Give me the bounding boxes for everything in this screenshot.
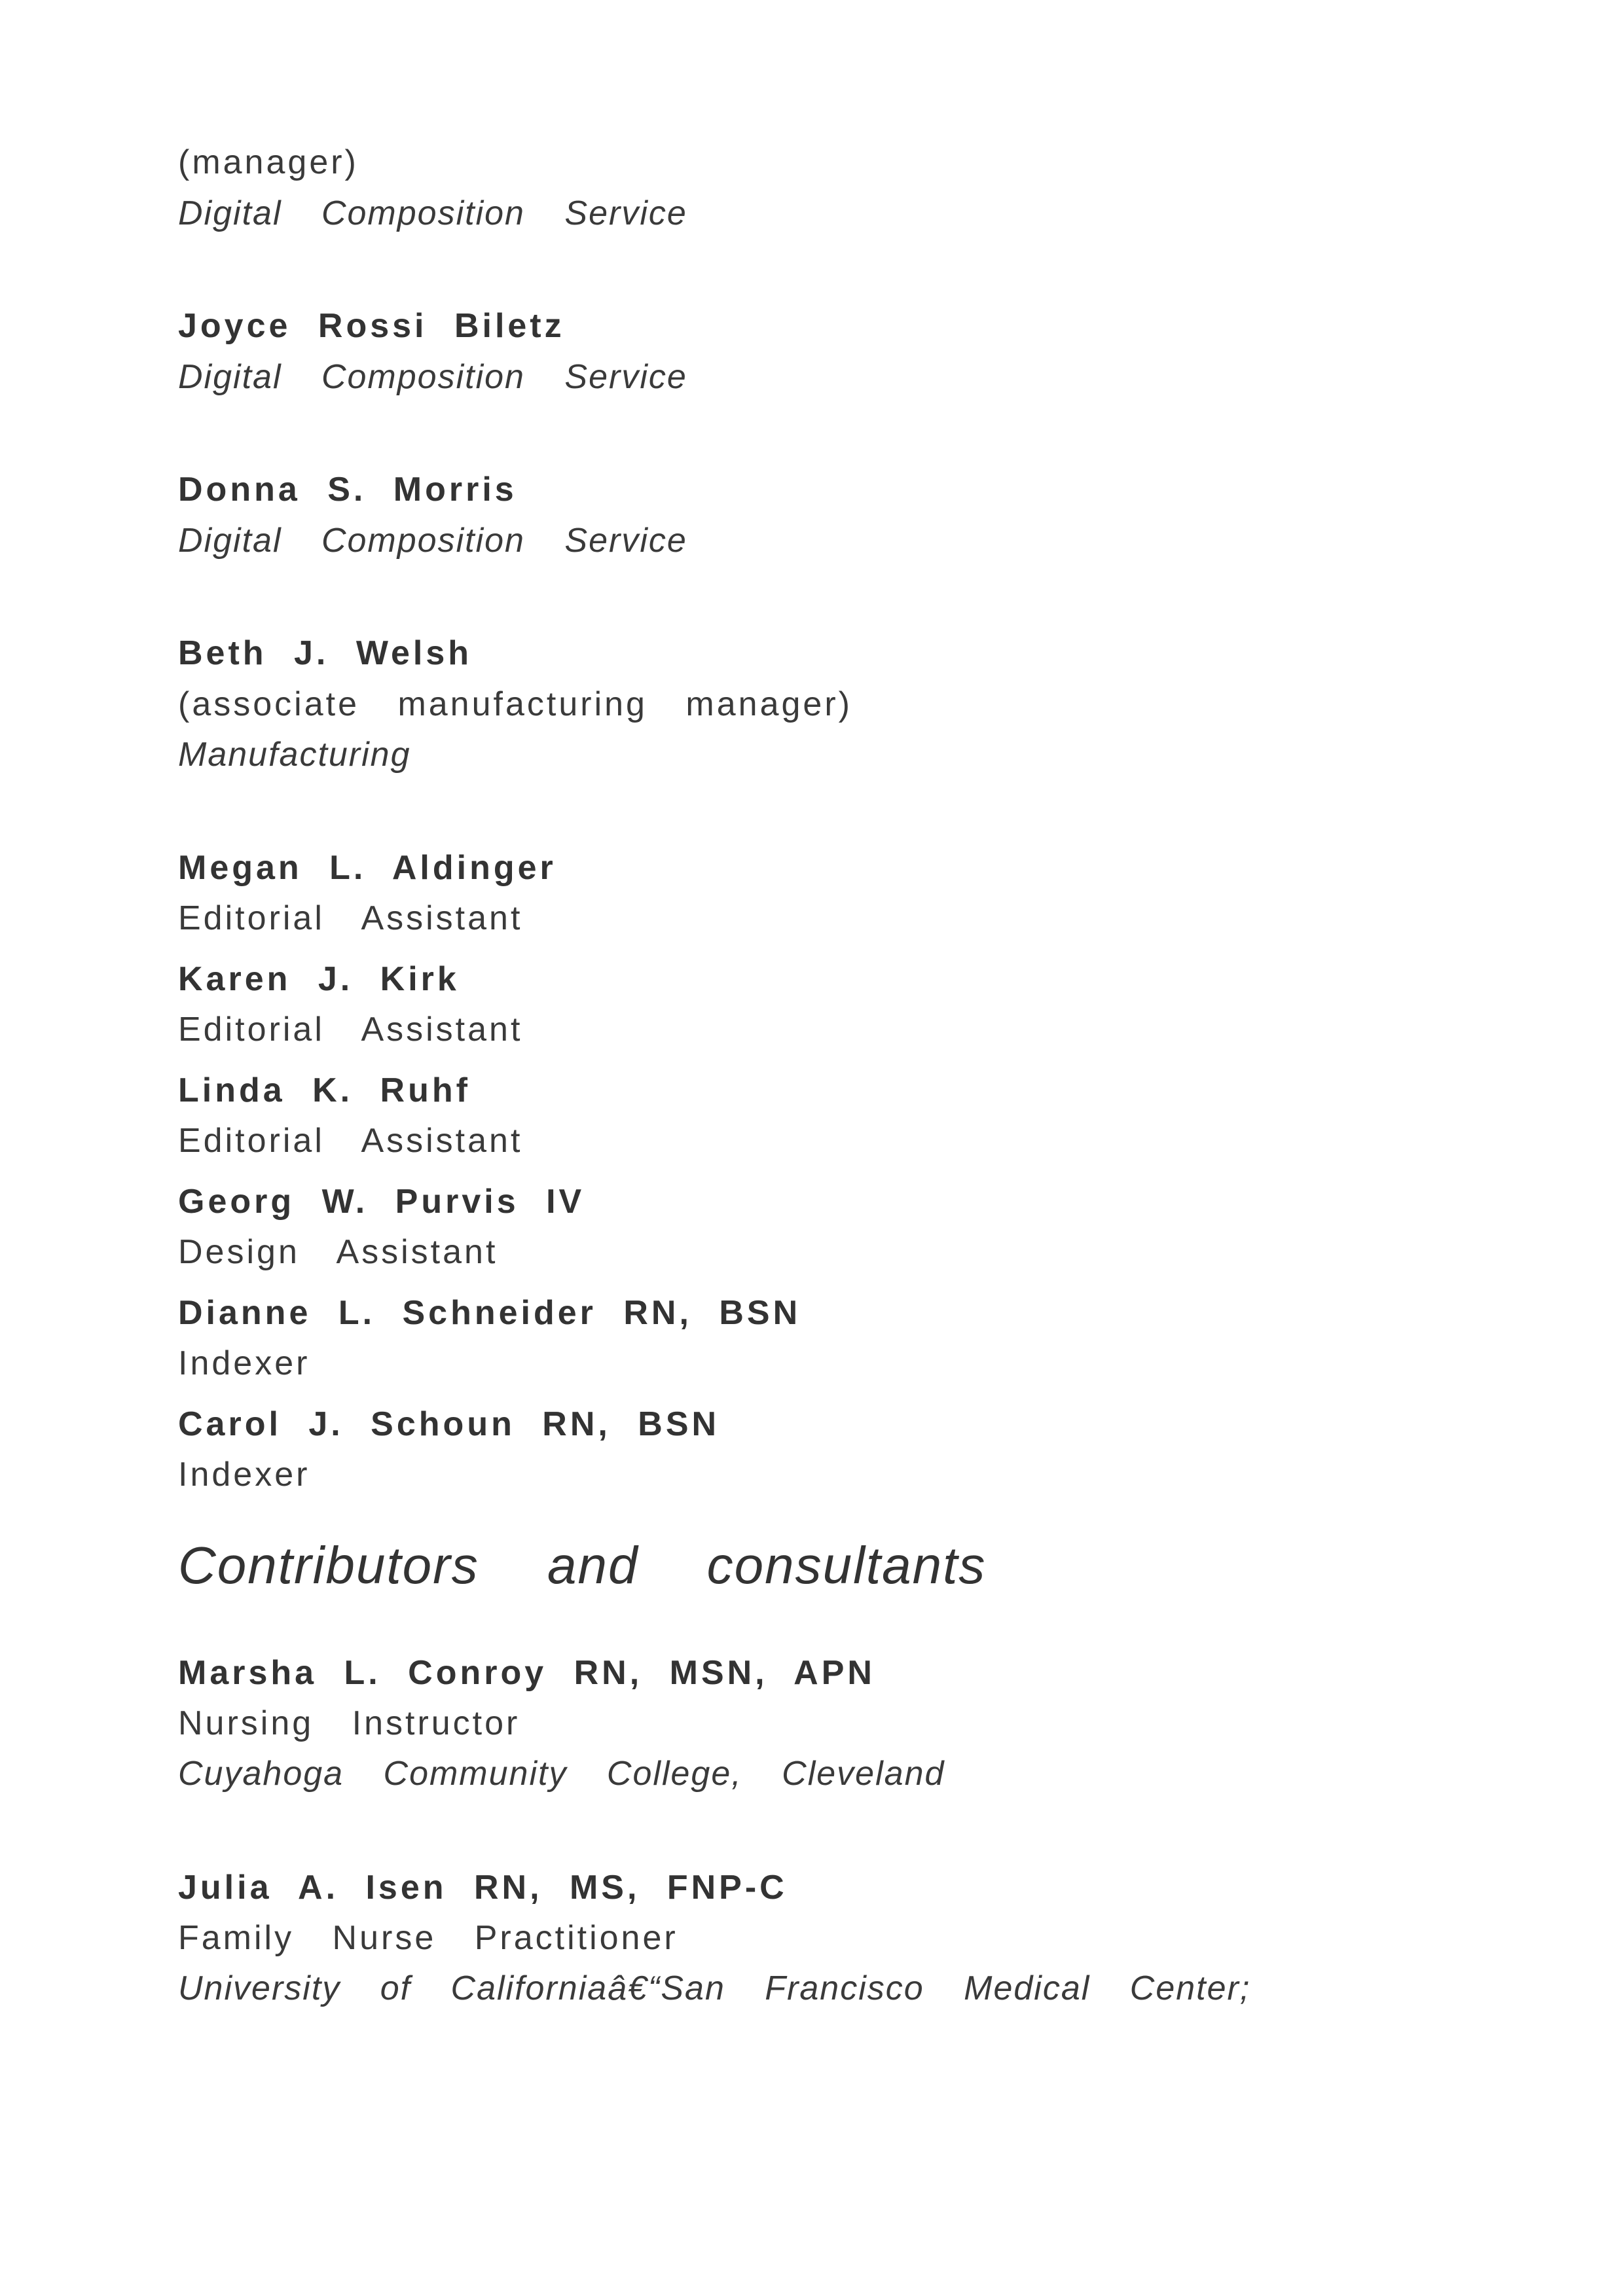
staff-role: Design Assistant <box>178 1233 498 1271</box>
staff-dept: Manufacturing <box>178 736 411 774</box>
staff-role: Editorial Assistant <box>178 899 523 937</box>
staff-name: Georg W. Purvis IV <box>178 1183 585 1221</box>
contributor-role: Family Nurse Practitioner <box>178 1919 678 1957</box>
staff-name: Carol J. Schoun RN, BSN <box>178 1405 720 1443</box>
staff-name: Dianne L. Schneider RN, BSN <box>178 1294 801 1332</box>
staff-dept: Digital Composition Service <box>178 522 687 560</box>
staff-name: Joyce Rossi Biletz <box>178 307 565 345</box>
staff-role-manager: (manager) <box>178 143 359 181</box>
staff-role: Indexer <box>178 1456 310 1494</box>
staff-dept: Digital Composition Service <box>178 194 687 232</box>
staff-dept: Digital Composition Service <box>178 358 687 396</box>
staff-name: Donna S. Morris <box>178 471 517 509</box>
contributor-role: Nursing Instructor <box>178 1704 520 1742</box>
staff-name: Beth J. Welsh <box>178 634 473 672</box>
staff-role: Editorial Assistant <box>178 1122 523 1160</box>
staff-name: Karen J. Kirk <box>178 960 460 998</box>
staff-name: Linda K. Ruhf <box>178 1071 471 1109</box>
contributor-name: Julia A. Isen RN, MS, FNP-C <box>178 1869 788 1907</box>
contributor-affiliation: University of Californiaâ€“San Francisco Medical Center; <box>178 1969 1251 2007</box>
staff-role: Editorial Assistant <box>178 1011 523 1049</box>
contributor-affiliation: Cuyahoga Community College, Cleveland <box>178 1755 945 1793</box>
contributor-name: Marsha L. Conroy RN, MSN, APN <box>178 1654 875 1692</box>
staff-role: Indexer <box>178 1344 310 1382</box>
staff-name: Megan L. Aldinger <box>178 849 556 887</box>
staff-role: (associate manufacturing manager) <box>178 685 852 723</box>
section-heading: Contributors and consultants <box>178 1536 987 1594</box>
